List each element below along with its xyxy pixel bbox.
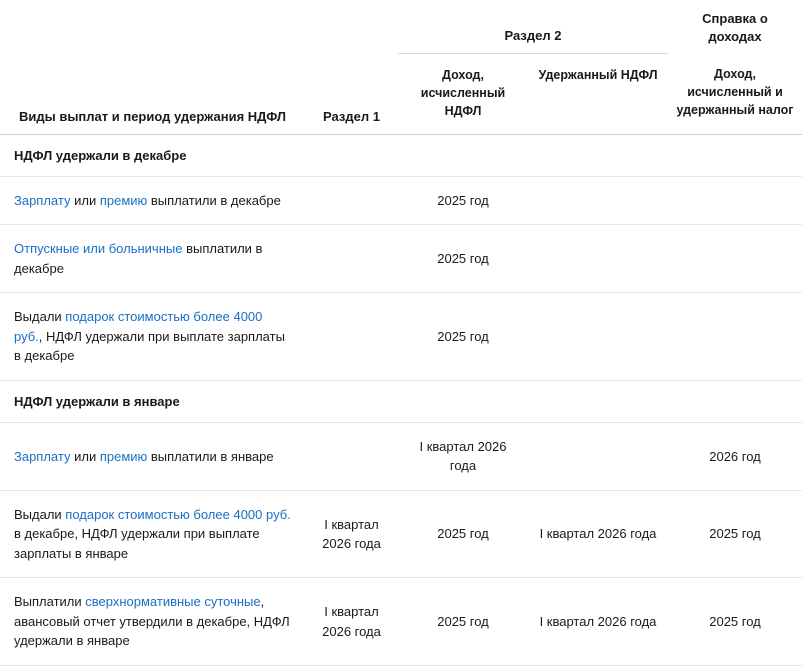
description-link[interactable]: премию [99, 448, 148, 464]
cell-razdel-1: I квартал 2026 года [305, 578, 398, 666]
table-row [0, 176, 802, 225]
description-link[interactable]: премию [99, 192, 148, 208]
cell-spravka: 2025 год [668, 578, 802, 666]
cell-uderzhannyy [528, 293, 668, 381]
description-text: Выплатили [14, 594, 86, 610]
description-link[interactable]: Отпускные или больничные [14, 241, 183, 257]
payment-description [0, 176, 305, 225]
payment-description [0, 293, 305, 381]
description-text: Выдали [14, 506, 66, 522]
description-link[interactable]: Зарплату [14, 448, 71, 464]
description-text: выплатили в декабре [147, 192, 281, 208]
description-text: , авансовый отчет утвердили в декабре, НДФЛ удержали в январе [14, 594, 290, 649]
cell-uderzhannyy [528, 176, 668, 225]
description-link[interactable]: сверхнормативные суточные [85, 594, 261, 610]
description-text: выплатили в декабре [14, 241, 263, 276]
table-header [0, 0, 802, 134]
cell-razdel-1: I квартал 2026 года [305, 490, 398, 578]
cell-dohod-ischislennyy: 2025 год [398, 176, 528, 225]
cell-spravka: 2026 год [668, 422, 802, 490]
cell-spravka: 2025 год [668, 490, 802, 578]
table-row [0, 225, 802, 293]
cell-dohod-ischislennyy: 2025 год [398, 490, 528, 578]
payment-description [0, 225, 305, 293]
section-title: НДФЛ удержали в январе [0, 380, 802, 422]
header-types-of-payments: Виды выплат и период удержания НДФЛ [0, 0, 305, 134]
cell-spravka [668, 176, 802, 225]
header-uderzhannyy-ndfl: Удержанный НДФЛ [528, 53, 668, 134]
description-text: в декабре, НДФЛ удержали при выплате зарплаты в январе [14, 526, 260, 561]
description-text: или [70, 448, 100, 464]
table-body [0, 134, 802, 665]
cell-spravka [668, 225, 802, 293]
section-row [0, 134, 802, 176]
description-link[interactable]: подарок стоимостью более 4000 руб. [14, 309, 263, 344]
description-link[interactable]: подарок стоимостью более 4000 руб. [65, 506, 291, 522]
description-text: Выдали [14, 309, 66, 325]
header-spravka-dohod-ischislennyy-uderzhannyy: Доход, исчисленный и удержанный налог [668, 53, 802, 134]
cell-dohod-ischislennyy: 2025 год [398, 578, 528, 666]
cell-razdel-1 [305, 293, 398, 381]
table-row [0, 293, 802, 381]
cell-uderzhannyy: I квартал 2026 года [528, 578, 668, 666]
table-row [0, 490, 802, 578]
section-row [0, 380, 802, 422]
table-row [0, 578, 802, 666]
cell-dohod-ischislennyy: 2025 год [398, 225, 528, 293]
description-text: выплатили в январе [147, 448, 274, 464]
cell-dohod-ischislennyy: I квартал 2026 года [398, 422, 528, 490]
payment-description [0, 578, 305, 666]
cell-uderzhannyy [528, 225, 668, 293]
header-razdel-2: Раздел 2 [398, 0, 668, 53]
header-razdel-1: Раздел 1 [305, 0, 398, 134]
cell-spravka [668, 293, 802, 381]
payment-description [0, 490, 305, 578]
cell-razdel-1 [305, 422, 398, 490]
cell-razdel-1 [305, 176, 398, 225]
description-link[interactable]: Зарплату [14, 192, 71, 208]
header-dohod-ischislennyy-ndfl: Доход, исчисленный НДФЛ [398, 53, 528, 134]
section-title: НДФЛ удержали в декабре [0, 134, 802, 176]
description-text: , НДФЛ удержали при выплате зарплаты в декабре [14, 328, 285, 364]
cell-uderzhannyy [528, 422, 668, 490]
cell-razdel-1 [305, 225, 398, 293]
cell-uderzhannyy: I квартал 2026 года [528, 490, 668, 578]
table-row [0, 422, 802, 490]
description-text: или [70, 192, 100, 208]
header-spravka-o-dohodah: Справка о доходах [702, 11, 768, 44]
header-row-top [0, 0, 802, 53]
cell-dohod-ischislennyy: 2025 год [398, 293, 528, 381]
payment-description [0, 422, 305, 490]
